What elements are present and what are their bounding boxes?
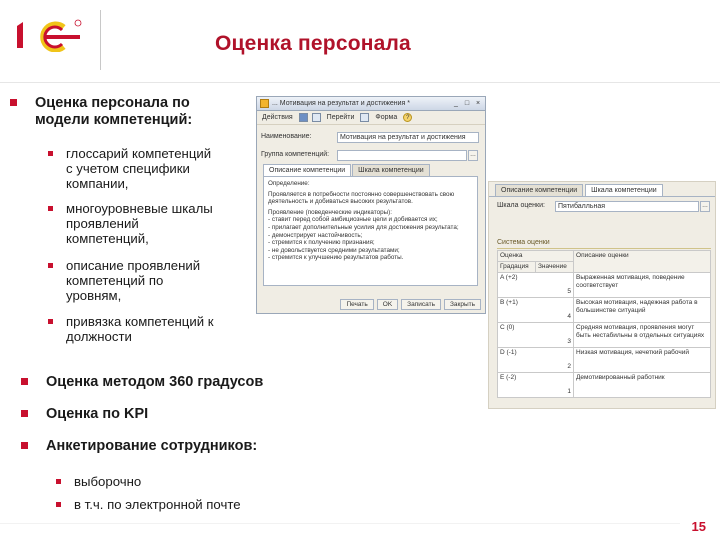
bullet-text: Оценка методом 360 градусов xyxy=(46,374,264,390)
competency-scale-panel xyxy=(488,181,716,409)
subbullet-descriptions xyxy=(66,258,200,303)
ok-button[interactable]: OK xyxy=(377,299,398,310)
tab-competency-description[interactable]: Описание компетенции xyxy=(263,164,351,176)
section-title: Система оценки xyxy=(497,239,550,246)
competency-window xyxy=(256,96,486,314)
subbullet-line: компетенций, xyxy=(66,231,149,246)
text-line: - не довольствуется средними результатами; xyxy=(268,246,400,254)
parent-group-field[interactable] xyxy=(337,150,467,161)
go-menu[interactable]: Перейти xyxy=(326,114,355,121)
bullet-marker xyxy=(21,378,28,385)
select-button[interactable]: … xyxy=(468,150,478,161)
grade-value: 1 xyxy=(567,387,572,395)
grade-cell xyxy=(498,373,574,398)
bullet-survey xyxy=(46,438,257,455)
subbullet-line: компетенций по xyxy=(66,273,164,288)
page-number: 15 xyxy=(691,519,706,534)
subbullet-line: с учетом специфики xyxy=(66,161,190,176)
grade-value: 4 xyxy=(567,312,572,320)
scale-field[interactable]: Пятибалльная xyxy=(555,201,699,212)
form-menu[interactable]: Форма xyxy=(375,114,398,121)
bullet-marker xyxy=(21,410,28,417)
bullet-text: Анкетирование сотрудников: xyxy=(46,438,258,454)
subbullet-line: компании, xyxy=(66,176,129,191)
text-line: Проявляется в потребности постоянно совершенствовать свою xyxy=(268,190,455,198)
header-divider xyxy=(100,10,101,70)
name-label: Наименование: xyxy=(261,133,312,140)
grade-value: 5 xyxy=(567,287,572,295)
subbullet-position-binding xyxy=(66,314,214,344)
window-titlebar[interactable] xyxy=(257,97,485,111)
text-line: - стремится к улучшению результатов работы. xyxy=(268,254,404,262)
subbullet-scales xyxy=(66,201,213,246)
table-row[interactable] xyxy=(498,373,711,398)
description-cell: Выраженная мотивация, поведение соответствует xyxy=(574,273,711,298)
description-cell: Низкая мотивация, нечеткий рабочий xyxy=(574,348,711,373)
text-line: - прилагает дополнительные усилия для достижения результата; xyxy=(268,223,459,231)
bullet-360 xyxy=(46,374,263,391)
competency-description-text[interactable] xyxy=(263,176,478,286)
description-cell: Средняя мотивация, проявления могут быть нестабильны в отдельных ситуациях xyxy=(574,323,711,348)
window-toolbar xyxy=(257,111,485,125)
grade-name: C (0) xyxy=(500,324,515,331)
name-field[interactable]: Мотивация на результат и достижения xyxy=(337,132,479,143)
bullet-marker xyxy=(48,151,53,156)
tab-divider xyxy=(489,196,715,197)
structure-icon[interactable] xyxy=(360,113,369,122)
subbullet-line: должности xyxy=(66,329,132,344)
tab-competency-description[interactable]: Описание компетенции xyxy=(495,184,583,196)
description-cell: Демотивированный работник xyxy=(574,373,711,398)
refresh-icon[interactable] xyxy=(312,113,321,122)
text-line: Проявление (поведенческие индикаторы): xyxy=(268,208,392,216)
grade-name: B (+1) xyxy=(500,299,518,306)
column-header[interactable]: Оценка xyxy=(498,251,574,262)
window-footer xyxy=(257,299,485,310)
bullet-competency-model xyxy=(35,95,192,129)
scale-tabs xyxy=(495,184,665,196)
bullet-kpi xyxy=(46,406,148,423)
table-row[interactable] xyxy=(498,348,711,373)
parent-group-label: Группа компетенций: xyxy=(261,151,330,158)
bullet-marker xyxy=(56,479,61,484)
grade-name: D (-1) xyxy=(500,349,517,356)
subbullet-email xyxy=(74,497,241,512)
grade-cell xyxy=(498,298,574,323)
bullet-marker xyxy=(56,502,61,507)
tab-competency-scale[interactable]: Шкала компетенции xyxy=(352,164,429,176)
column-header[interactable]: Значение xyxy=(536,262,574,273)
bullet-marker xyxy=(48,206,53,211)
subbullet-line: в т.ч. по электронной почте xyxy=(74,497,241,512)
subbullet-line: глоссарий компетенций xyxy=(66,146,212,161)
subbullet-line: многоуровневые шкалы xyxy=(66,201,213,216)
minimize-icon[interactable]: _ xyxy=(454,100,458,107)
text-line: деятельность и добиваться высоких результатов. xyxy=(268,198,413,206)
table-row[interactable] xyxy=(498,273,711,298)
bullet-marker xyxy=(10,99,17,106)
grade-cell xyxy=(498,348,574,373)
actions-menu[interactable]: Действия xyxy=(262,114,293,121)
bullet-marker xyxy=(48,263,53,268)
grade-cell xyxy=(498,273,574,298)
table-row[interactable] xyxy=(498,323,711,348)
grade-cell xyxy=(498,323,574,348)
close-icon[interactable]: × xyxy=(475,100,481,107)
subbullet-selective xyxy=(74,474,141,489)
grade-name: E (-2) xyxy=(500,374,517,381)
text-line: - стремится к получению признания; xyxy=(268,239,375,247)
grade-value: 3 xyxy=(567,337,572,345)
window-title: ... Мотивация на результат и достижения * xyxy=(272,100,411,107)
header-separator xyxy=(0,82,720,83)
competency-tabs xyxy=(263,164,431,176)
text-line: - ставит перед собой амбициозные цели и добивается их; xyxy=(268,216,438,224)
column-header[interactable]: Градация xyxy=(498,262,536,273)
table-header-row xyxy=(498,251,711,262)
save-icon[interactable] xyxy=(299,113,308,122)
column-header[interactable]: Описание оценки xyxy=(574,251,711,273)
section-line xyxy=(497,248,711,249)
subbullet-line: привязка компетенций к xyxy=(66,314,214,329)
bullet-marker xyxy=(48,319,53,324)
subbullet-line: выборочно xyxy=(74,474,142,489)
help-icon[interactable]: ? xyxy=(403,113,412,122)
subbullet-line: описание проявлений xyxy=(66,258,201,273)
write-button[interactable]: Записать xyxy=(401,299,441,310)
bullet-text: модели компетенций: xyxy=(35,112,193,128)
text-line: Определение: xyxy=(268,180,310,187)
subbullet-line: проявлений xyxy=(66,216,139,231)
select-button[interactable]: … xyxy=(700,201,710,212)
1c-logo xyxy=(14,18,84,52)
subbullet-glossary xyxy=(66,146,211,191)
text-line: - демонстрирует настойчивость; xyxy=(268,231,363,239)
maximize-icon[interactable]: □ xyxy=(464,100,470,107)
print-button[interactable]: Печать xyxy=(340,299,373,310)
tab-competency-scale[interactable]: Шкала компетенции xyxy=(585,184,662,196)
bullet-marker xyxy=(21,442,28,449)
page-title: Оценка персонала xyxy=(215,32,411,55)
subbullet-line: уровням, xyxy=(66,288,122,303)
grade-table xyxy=(497,250,711,398)
table-row[interactable] xyxy=(498,298,711,323)
bullet-text: Оценка по KPI xyxy=(46,406,149,422)
grade-name: A (+2) xyxy=(500,274,518,281)
scale-label: Шкала оценки: xyxy=(497,202,545,209)
bullet-text: Оценка персонала по xyxy=(35,95,190,111)
close-button[interactable]: Закрыть xyxy=(444,299,481,310)
description-cell: Высокая мотивация, надежная работа в большинстве ситуаций xyxy=(574,298,711,323)
footer-line xyxy=(0,523,680,524)
app-icon xyxy=(260,99,269,108)
grade-value: 2 xyxy=(567,362,572,370)
